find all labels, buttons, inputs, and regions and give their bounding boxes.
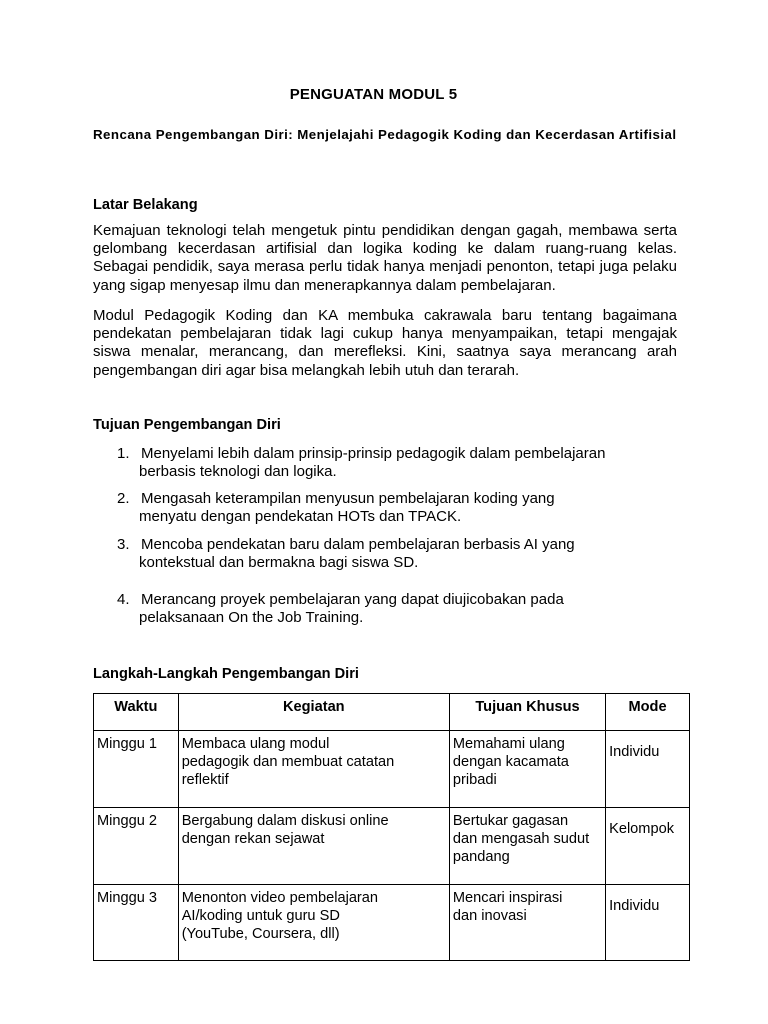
cell-line: dan inovasi [452, 908, 527, 924]
column-header-mode: Mode [606, 694, 690, 731]
cell-line: pandang [452, 849, 510, 865]
goal-item [117, 591, 637, 627]
cell-kegiatan [178, 885, 449, 961]
goal-number: 1. [117, 445, 130, 462]
cell-mode: Individu [606, 885, 690, 961]
cell-line: AI/koding untuk guru SD [181, 908, 340, 924]
table-row [94, 808, 690, 885]
page-title: PENGUATAN MODUL 5 [289, 86, 458, 103]
goal-number: 2. [117, 490, 130, 507]
column-header-kegiatan: Kegiatan [178, 694, 449, 731]
cell-line: Menonton video pembelajaran [181, 890, 379, 906]
goal-text-continued: pelaksanaan On the Job Training. [139, 609, 364, 627]
background-paragraph-1: Kemajuan teknologi telah mengetuk pintu pendidikan dengan gagah, membawa serta gelombang kecerdasan artifisial dan logika koding ke dalam ruang-ruang kelas. Sebagai pendidik, saya merasa perlu tidak hanya menjadi penonton, tetapi juga pelaku yang sigap menyesap ilmu dan menerapkannya dalam pembelajaran. [93, 222, 677, 294]
cell-waktu: Minggu 2 [94, 808, 179, 885]
goal-number: 3. [117, 536, 130, 553]
cell-line: dengan rekan sejawat [181, 831, 325, 847]
goal-number: 4. [117, 591, 130, 608]
table-row [94, 885, 690, 961]
cell-line: Memahami ulang [452, 736, 565, 752]
cell-line: pedagogik dan membuat catatan [181, 754, 395, 770]
goal-text: Menyelami lebih dalam prinsip-prinsip pedagogik dalam pembelajaran [141, 445, 606, 462]
cell-tujuan [449, 885, 605, 961]
goal-text-continued: berbasis teknologi dan logika. [139, 463, 337, 481]
goal-text: Mencoba pendekatan baru dalam pembelajaran berbasis AI yang [141, 536, 575, 553]
cell-kegiatan [178, 731, 449, 808]
cell-line: Bertukar gagasan [452, 813, 569, 829]
cell-line: Mencari inspirasi [452, 890, 563, 906]
cell-line: Membaca ulang modul [181, 736, 330, 752]
goal-text-continued: kontekstual dan bermakna bagi siswa SD. [139, 554, 419, 572]
table-row [94, 731, 690, 808]
goal-item [117, 490, 637, 526]
goal-text: Mengasah keterampilan menyusun pembelajaran koding yang [141, 490, 555, 507]
cell-waktu: Minggu 3 [94, 885, 179, 961]
cell-line: Bergabung dalam diskusi online [181, 813, 389, 829]
steps-table [93, 693, 690, 961]
cell-mode: Kelompok [606, 808, 690, 885]
background-paragraph-2: Modul Pedagogik Koding dan KA membuka cakrawala baru tentang bagaimana pendekatan pembelajaran tidak lagi cukup hanya menyampaikan, tetapi mengajak siswa menalar, merancang, dan merefleksi. Kini, saatnya saya merancang arah pengembangan diri agar bisa melangkah lebih utuh dan terarah. [93, 307, 677, 379]
cell-kegiatan [178, 808, 449, 885]
goal-text: Merancang proyek pembelajaran yang dapat diujicobakan pada [141, 591, 564, 608]
goal-item [117, 445, 637, 481]
cell-mode: Individu [606, 731, 690, 808]
cell-waktu: Minggu 1 [94, 731, 179, 808]
cell-line: pribadi [452, 772, 497, 788]
cell-line: (YouTube, Coursera, dll) [181, 926, 340, 942]
goal-text-continued: menyatu dengan pendekatan HOTs dan TPACK. [139, 508, 462, 526]
steps-heading: Langkah-Langkah Pengembangan Diri [93, 666, 359, 682]
table-header-row [94, 694, 690, 731]
column-header-waktu: Waktu [94, 694, 179, 731]
cell-tujuan [449, 808, 605, 885]
goal-item [117, 536, 637, 572]
column-header-tujuan: Tujuan Khusus [449, 694, 605, 731]
cell-line: reflektif [181, 772, 229, 788]
background-heading: Latar Belakang [93, 197, 198, 213]
cell-line: dengan kacamata [452, 754, 569, 770]
goals-heading: Tujuan Pengembangan Diri [93, 417, 281, 433]
document-subtitle: Rencana Pengembangan Diri: Menjelajahi Pedagogik Koding dan Kecerdasan Artifisial [93, 127, 677, 142]
cell-tujuan [449, 731, 605, 808]
cell-line: dan mengasah sudut [452, 831, 590, 847]
